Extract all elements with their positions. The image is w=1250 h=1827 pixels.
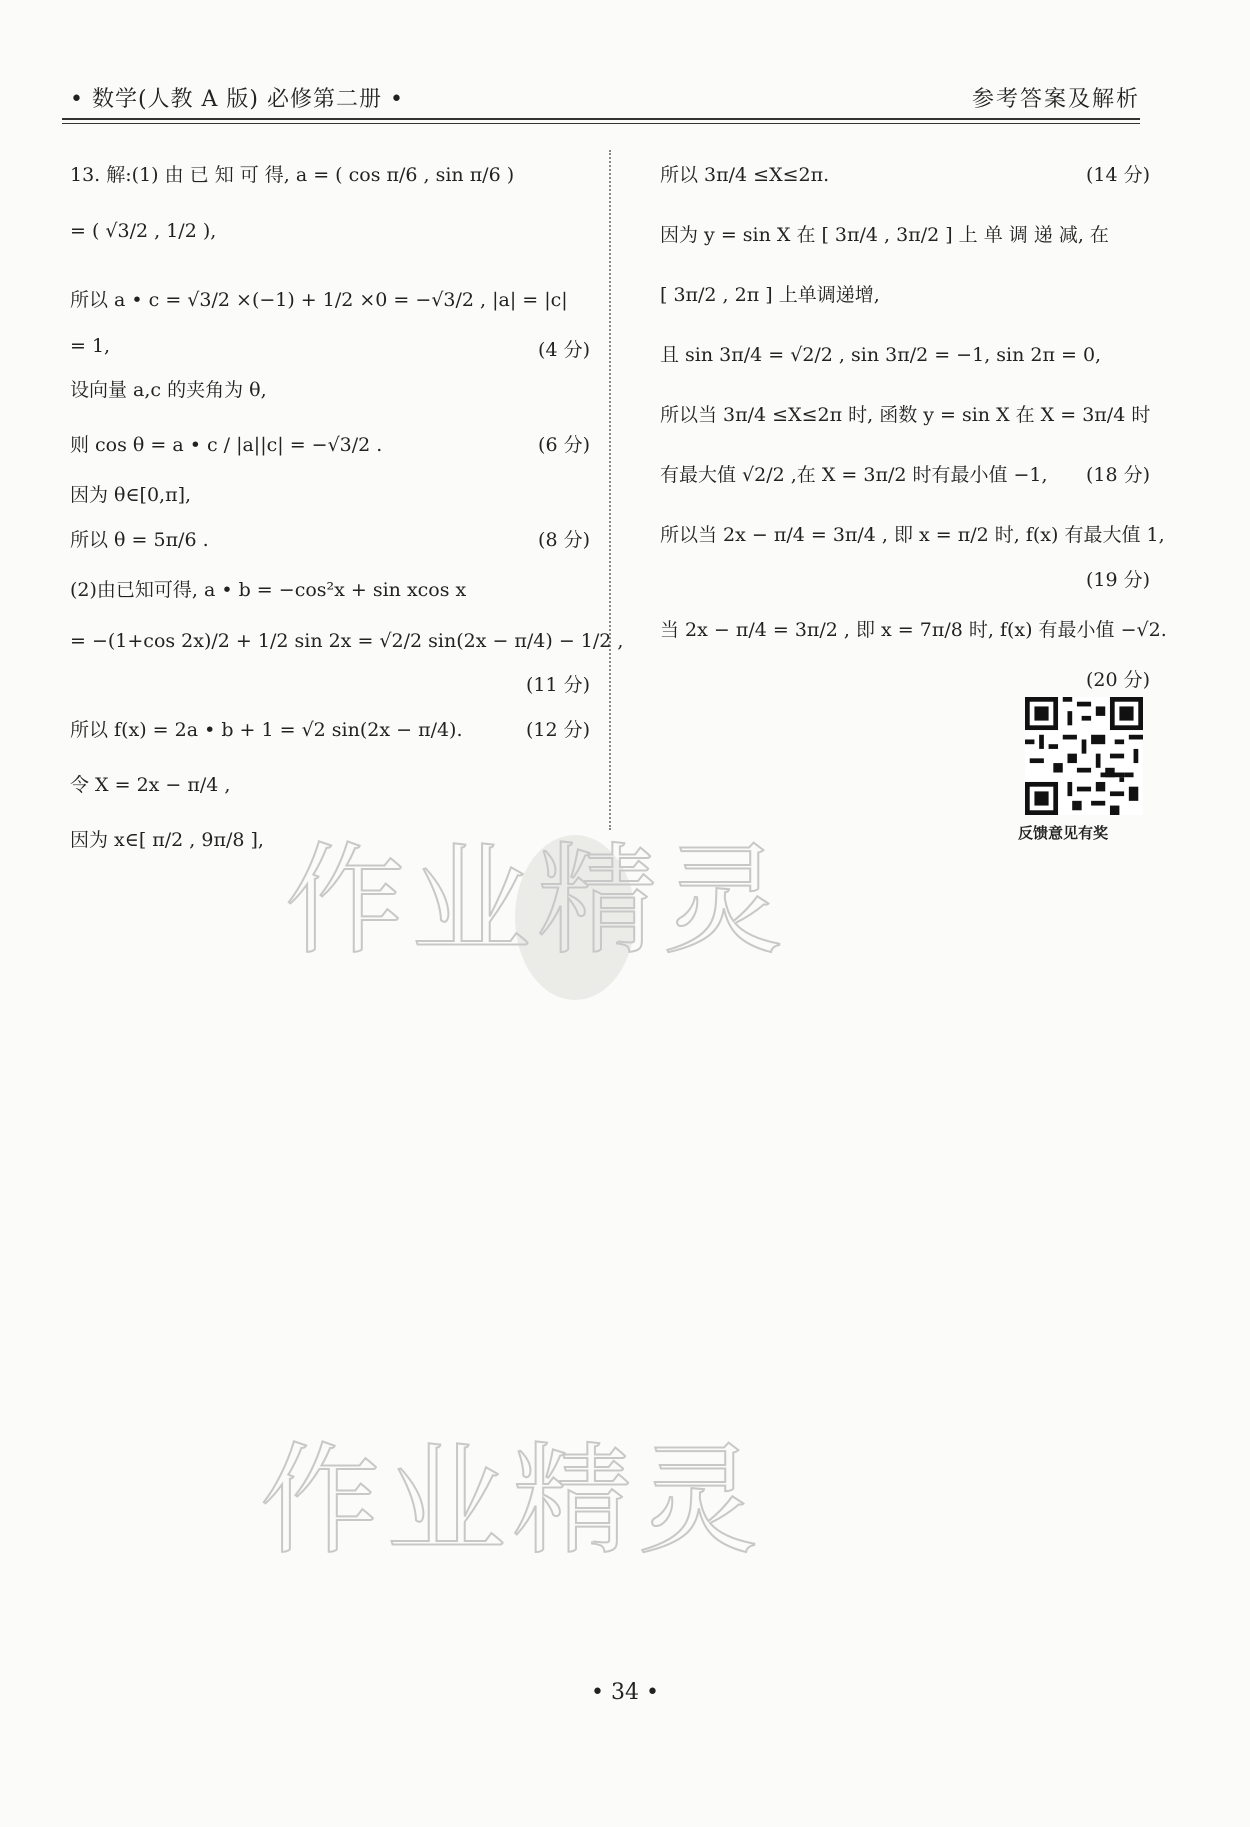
solution-line: 则 cos θ = a • c / |a||c| = −√3/2 . (6 分) <box>70 430 590 460</box>
feedback-qr-code[interactable] <box>1025 697 1143 815</box>
solution-line: 当 2x − π/4 = 3π/2 , 即 x = 7π/8 时, f(x) 有最小值 −√2. <box>660 619 1167 641</box>
solution-line <box>660 665 1150 695</box>
watermark-text: 作业精灵 <box>285 832 789 971</box>
score-mark: (19 分) <box>1085 569 1150 591</box>
watermark-text-lower: 作业精灵 <box>260 1432 764 1571</box>
solution-line: 所以 a • c = √3/2 ×(−1) + 1/2 ×0 = −√3/2 , |a| = |c| <box>70 289 568 311</box>
solution-line: 所以当 3π/4 ≤X≤2π 时, 函数 y = sin X 在 X = 3π/4 时 <box>660 404 1151 426</box>
header-section-title: 参考答案及解析 <box>971 87 1140 112</box>
solution-line <box>660 565 1150 595</box>
page-number: • 34 • <box>591 1680 659 1705</box>
score-mark: (12 分) <box>525 719 590 741</box>
score-mark: (11 分) <box>525 674 590 696</box>
solution-line: 所以 3π/4 ≤X≤2π. (14 分) <box>660 160 1150 190</box>
solution-line: 13. 解:(1) 由 已 知 可 得, a = ( cos π/6 , sin π/6 ) <box>70 164 515 186</box>
solution-line <box>70 670 590 700</box>
solution-line: 有最大值 √2/2 ,在 X = 3π/2 时有最小值 −1, (18 分) <box>660 460 1150 490</box>
solution-line: = 1, (4 分) <box>70 335 590 361</box>
solution-line: 且 sin 3π/4 = √2/2 , sin 3π/2 = −1, sin 2π = 0, <box>660 344 1102 366</box>
solution-line: 令 X = 2x − π/4 , <box>70 774 231 796</box>
qr-caption: 反馈意见有奖 <box>1018 824 1109 842</box>
column-divider <box>609 150 611 830</box>
score-mark: (18 分) <box>1085 464 1150 486</box>
solution-line: 所以当 2x − π/4 = 3π/4 , 即 x = π/2 时, f(x) 有最大值 1, <box>660 524 1165 546</box>
solution-line: = −(1+cos 2x)/2 + 1/2 sin 2x = √2/2 sin(2x − π/4) − 1/2 , <box>70 630 624 652</box>
solution-line: 所以 θ = 5π/6 . (8 分) <box>70 525 590 555</box>
solution-line: 因为 y = sin X 在 [ 3π/4 , 3π/2 ] 上 单 调 递 减, 在 <box>660 224 1109 246</box>
score-mark: (4 分) <box>538 339 590 361</box>
header-rule <box>62 118 1140 120</box>
score-mark: (6 分) <box>538 434 590 456</box>
solution-line: 因为 θ∈[0,π], <box>70 484 192 506</box>
score-mark: (20 分) <box>1085 669 1150 691</box>
solution-line: 所以 f(x) = 2a • b + 1 = √2 sin(2x − π/4). (12 分) <box>70 715 590 745</box>
solution-line: 因为 x∈[ π/2 , 9π/8 ], <box>70 829 264 851</box>
solution-line: [ 3π/2 , 2π ] 上单调递增, <box>660 284 880 306</box>
solution-line: (2)由已知可得, a • b = −cos²x + sin xcos x <box>70 579 467 601</box>
header-book-title: • 数学(人教 A 版) 必修第二册 • <box>70 87 404 112</box>
score-mark: (14 分) <box>1085 164 1150 186</box>
header-rule-thin <box>62 123 1140 124</box>
solution-line: = ( √3/2 , 1/2 ), <box>70 220 217 242</box>
solution-line: 设向量 a,c 的夹角为 θ, <box>70 379 267 401</box>
score-mark: (8 分) <box>538 529 590 551</box>
